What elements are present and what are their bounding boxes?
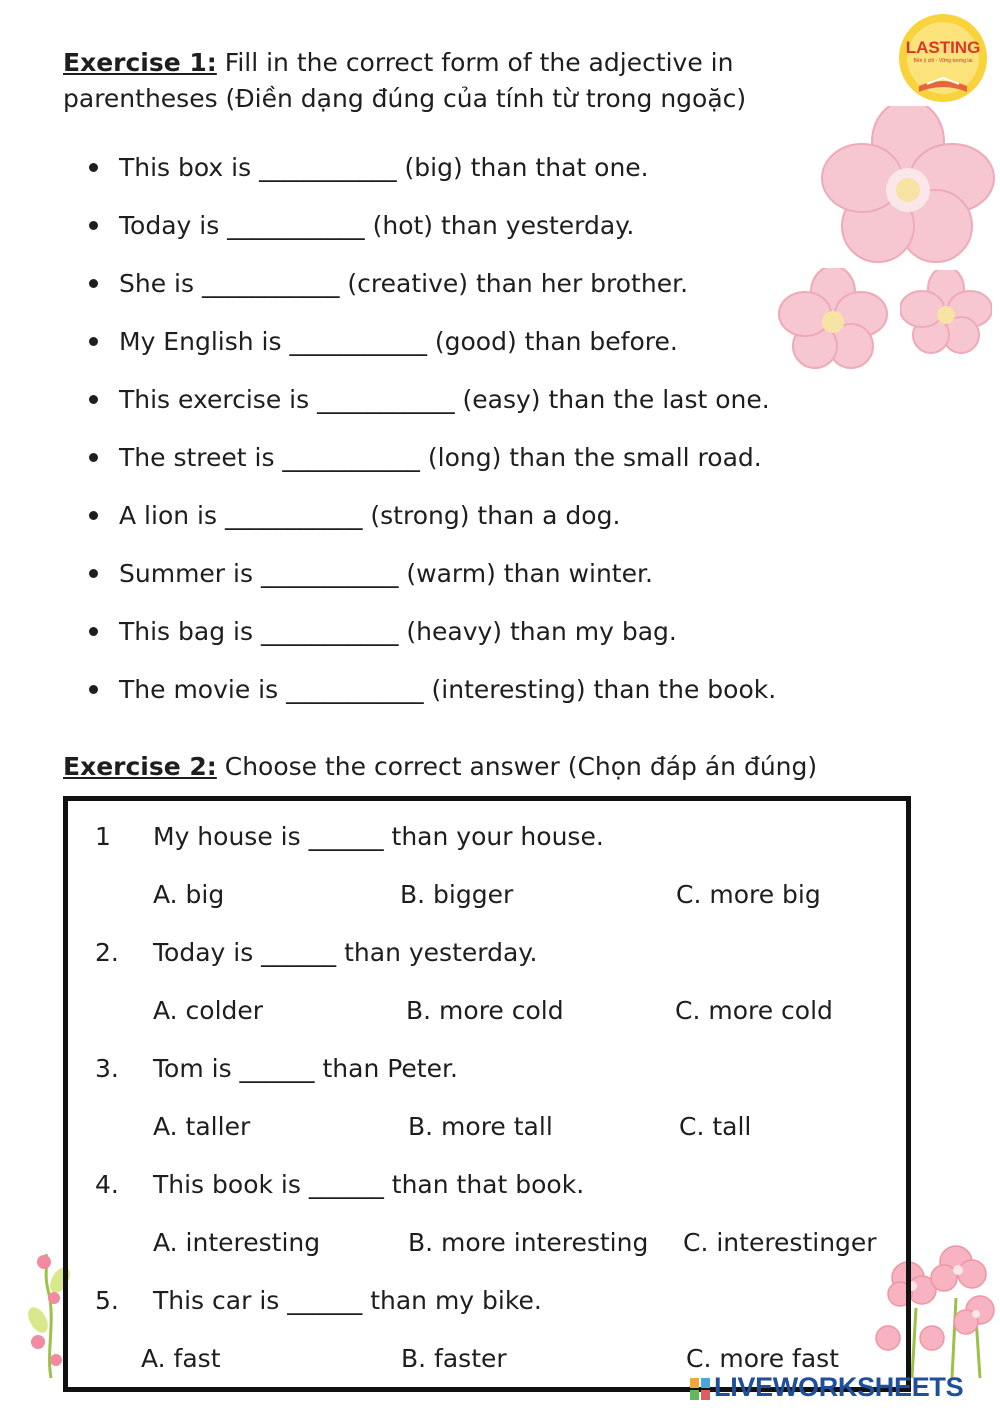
- question-number: 1: [95, 822, 111, 851]
- option-b[interactable]: B. more tall: [408, 1112, 553, 1141]
- exercise1-item: Today is ___________ (hot) than yesterday.: [87, 207, 776, 265]
- large-flower-icon: [812, 106, 1000, 266]
- exercise1-item: This box is ___________ (big) than that one.: [87, 149, 776, 207]
- exercise2-label: Exercise 2:: [63, 752, 217, 781]
- option-a[interactable]: A. big: [153, 880, 225, 909]
- liveworksheets-icon: [690, 1378, 710, 1400]
- question-number: 4.: [95, 1170, 119, 1199]
- exercise1-item: The street is ___________ (long) than the small road.: [87, 439, 776, 497]
- option-a[interactable]: A. interesting: [153, 1228, 321, 1257]
- small-flower-icon: [900, 270, 992, 356]
- option-a[interactable]: A. colder: [153, 996, 264, 1025]
- small-flower-icon: [778, 268, 888, 372]
- question-text: This car is ______ than my bike.: [153, 1286, 542, 1315]
- exercise1-item: This bag is ___________ (heavy) than my bag.: [87, 613, 776, 671]
- exercise1-item: A lion is ___________ (strong) than a dog.: [87, 497, 776, 555]
- exercise1-item: My English is ___________ (good) than before.: [87, 323, 776, 381]
- lasting-logo: [897, 12, 989, 104]
- exercise1-item: The movie is ___________ (interesting) than the book.: [87, 671, 776, 729]
- option-b[interactable]: B. faster: [401, 1344, 507, 1373]
- option-a[interactable]: A. fast: [141, 1344, 221, 1373]
- exercise1-list: [87, 149, 776, 729]
- option-c[interactable]: C. more fast: [686, 1344, 840, 1373]
- option-b[interactable]: B. more interesting: [408, 1228, 649, 1257]
- question-text: Today is ______ than yesterday.: [153, 938, 538, 967]
- option-b[interactable]: B. bigger: [400, 880, 514, 909]
- question-number: 5.: [95, 1286, 119, 1315]
- question-text: Tom is ______ than Peter.: [153, 1054, 458, 1083]
- exercise1-instruction: Fill in the correct form of the adjective in parentheses (Điền dạng đúng của tính từ trong ngoặc): [63, 48, 747, 113]
- option-c[interactable]: C. interestinger: [683, 1228, 877, 1257]
- option-c[interactable]: C. more big: [676, 880, 821, 909]
- exercise1-label: Exercise 1:: [63, 48, 217, 77]
- option-c[interactable]: C. more cold: [675, 996, 833, 1025]
- question-number: 2.: [95, 938, 119, 967]
- option-a[interactable]: A. taller: [153, 1112, 251, 1141]
- option-c[interactable]: C. tall: [679, 1112, 752, 1141]
- option-b[interactable]: B. more cold: [406, 996, 564, 1025]
- question-text: This book is ______ than that book.: [153, 1170, 585, 1199]
- logo-subtitle: Bền ý chí - Vững tương lai: [913, 58, 973, 64]
- liveworksheets-logo: [690, 1372, 990, 1406]
- exercise1-item: Summer is ___________ (warm) than winter.: [87, 555, 776, 613]
- liveworksheets-name: LIVEWORKSHEETS: [714, 1372, 964, 1402]
- exercise1-item: She is ___________ (creative) than her brother.: [87, 265, 776, 323]
- logo-text: LASTING: [905, 38, 981, 57]
- exercise2-instruction: Choose the correct answer (Chọn đáp án đúng): [216, 752, 818, 781]
- exercise1-title: [63, 45, 823, 117]
- exercise1-item: This exercise is ___________ (easy) than the last one.: [87, 381, 776, 439]
- question-text: My house is ______ than your house.: [153, 822, 604, 851]
- question-number: 3.: [95, 1054, 119, 1083]
- exercise2-title: [63, 748, 817, 786]
- exercise2-box: [63, 796, 911, 1392]
